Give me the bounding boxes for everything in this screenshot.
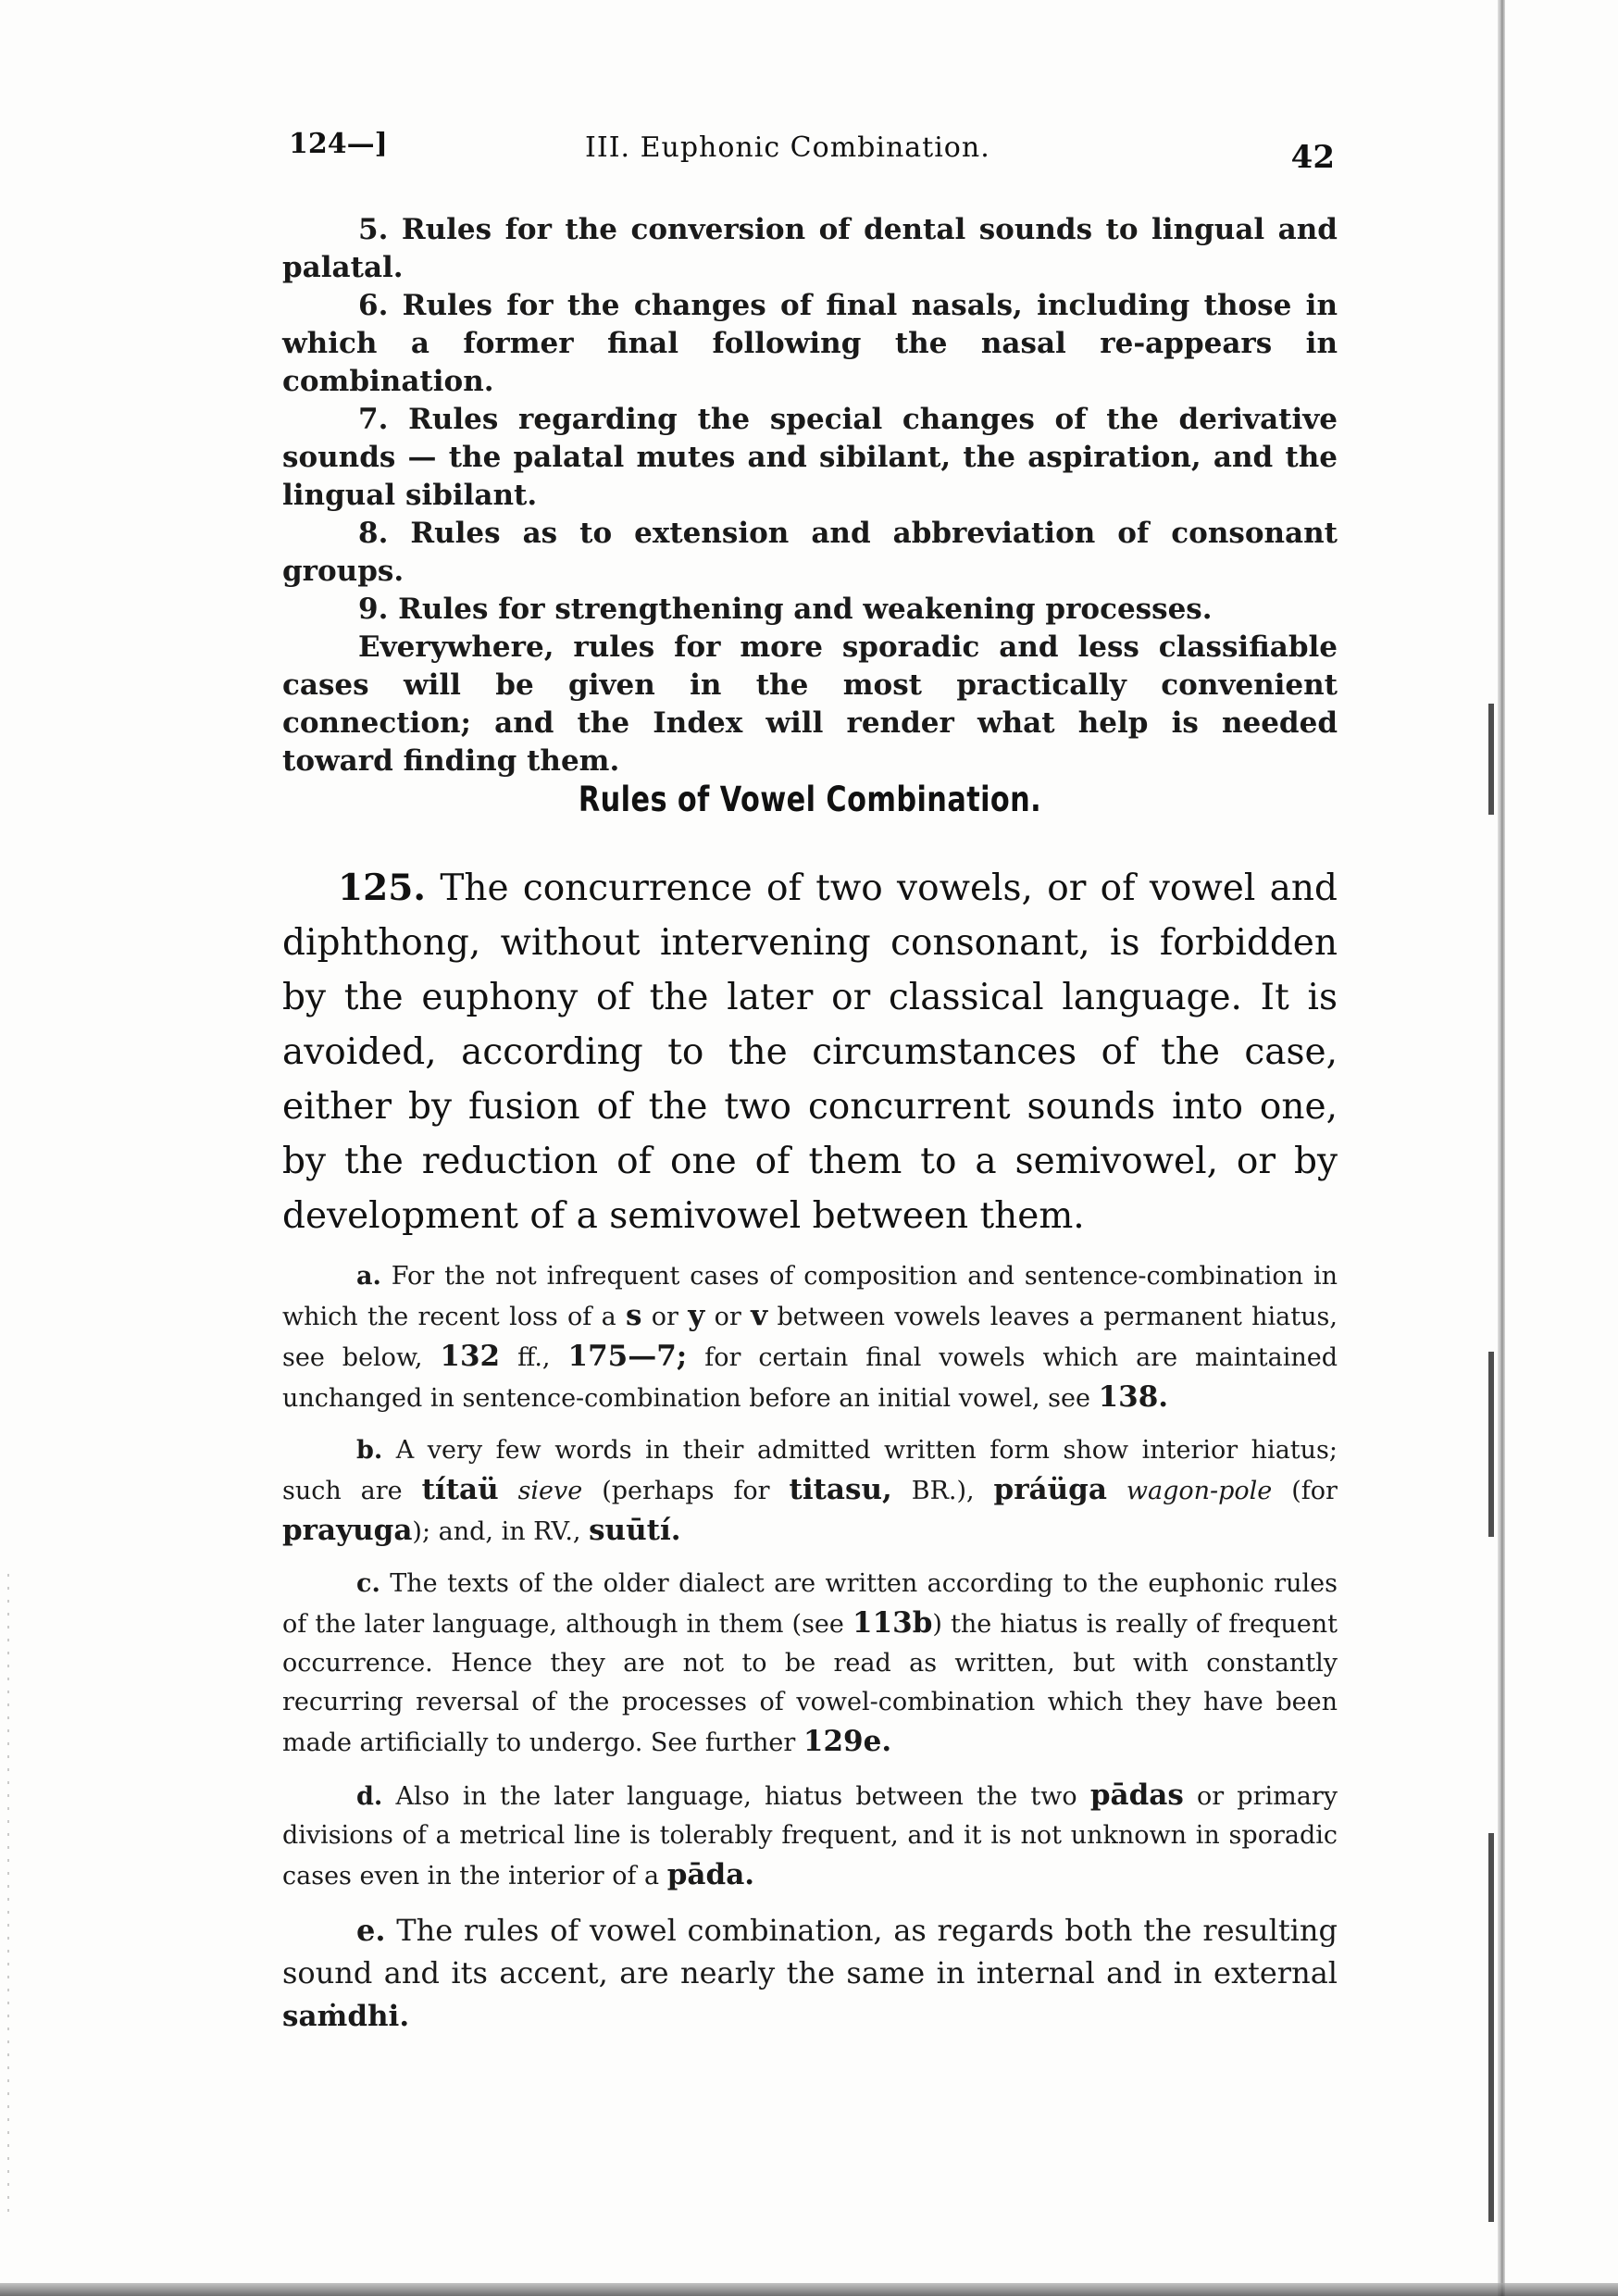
scan-edge-right bbox=[1498, 0, 1505, 2296]
sanskrit-word: pāda. bbox=[666, 1858, 755, 1891]
note-text: For the not infrequent cases of composition and sentence-combination in which the recent loss of a bbox=[282, 1262, 1338, 1331]
note-letter: e. bbox=[356, 1913, 386, 1948]
note-text: or primary divisions of a metrical line is tolerably frequent, and it is not unknown in sporadic cases even in the interior of a bbox=[282, 1782, 1338, 1890]
note-text: ff., bbox=[517, 1343, 551, 1372]
paragraph-125 bbox=[282, 861, 1338, 1243]
note-letter: b. bbox=[356, 1436, 383, 1465]
note-text: or bbox=[651, 1303, 678, 1331]
note-text: A very few words in their admitted written form show interior hiatus; such are bbox=[282, 1436, 1338, 1505]
note-text: The texts of the older dialect are written according to the euphonic rules of the later language, although in them (see bbox=[282, 1569, 1338, 1639]
sanskrit-word: prayuga bbox=[282, 1514, 413, 1547]
sanskrit-word: pādas bbox=[1089, 1778, 1184, 1812]
page-number: 42 bbox=[1290, 139, 1335, 176]
note-letter: c. bbox=[356, 1569, 380, 1598]
section-ref: 129e. bbox=[803, 1725, 892, 1758]
gloss: sieve bbox=[517, 1477, 583, 1505]
note-d bbox=[282, 1776, 1338, 1896]
list-item: 6. Rules for the changes of final nasals, including those in which a former final following the nasal re-appears in combination. bbox=[282, 289, 1338, 398]
notes bbox=[282, 1257, 1338, 2051]
section-heading: Rules of Vowel Combination. bbox=[578, 780, 1042, 819]
sanskrit-letter: y bbox=[688, 1299, 705, 1332]
running-header bbox=[289, 119, 1335, 174]
note-text: or bbox=[714, 1303, 741, 1331]
list-item: Everywhere, rules for more sporadic and less classifiable cases will be given in the most practically convenient connection; and the Index will render what help is needed toward finding them. bbox=[282, 630, 1338, 778]
section-range: 124—] bbox=[289, 128, 388, 160]
scan-edge-left bbox=[7, 1574, 9, 2222]
sanskrit-word: titasu, bbox=[789, 1473, 892, 1506]
section-ref: 175—7; bbox=[567, 1340, 688, 1373]
sanskrit-word: suūtí. bbox=[589, 1514, 681, 1547]
list-item: 8. Rules as to extension and abbreviation of consonant groups. bbox=[282, 517, 1338, 588]
sanskrit-letter: s bbox=[626, 1299, 642, 1332]
note-text: BR.), bbox=[911, 1477, 975, 1505]
note-text: (perhaps for bbox=[602, 1477, 770, 1505]
gloss: wagon-pole bbox=[1126, 1477, 1273, 1505]
chapter-title: III. Euphonic Combination. bbox=[585, 131, 990, 164]
note-letter: d. bbox=[356, 1782, 383, 1811]
note-text: between vowels leaves a permanent hiatus, see below, bbox=[282, 1303, 1338, 1372]
section-ref: 132 bbox=[440, 1340, 501, 1373]
sanskrit-word: práüga bbox=[993, 1473, 1107, 1506]
sanskrit-letter: v bbox=[751, 1299, 768, 1332]
section-ref: 138. bbox=[1098, 1380, 1169, 1414]
scan-edge-mark bbox=[1488, 1352, 1494, 1537]
paragraph-body bbox=[282, 861, 1338, 1243]
scan-edge-bottom bbox=[0, 2283, 1618, 2296]
scan-edge-mark bbox=[1488, 704, 1494, 815]
note-a bbox=[282, 1257, 1338, 1418]
sanskrit-word: títaü bbox=[421, 1473, 499, 1506]
intro-list bbox=[282, 211, 1338, 780]
note-b bbox=[282, 1431, 1338, 1552]
note-letter: a. bbox=[356, 1262, 381, 1291]
note-text: Also in the later language, hiatus between the two bbox=[395, 1782, 1077, 1811]
paragraph-number: 125. bbox=[338, 867, 426, 909]
list-item: 5. Rules for the conversion of dental sounds to lingual and palatal. bbox=[282, 213, 1338, 284]
section-ref: 113b bbox=[853, 1606, 933, 1640]
paragraph-text: The concurrence of two vowels, or of vowel and diphthong, without intervening consonant, is forbidden by the euphony of the later or classical language. It is avoided, according to the circumstances of the case, either by fusion of the two concurrent sounds into one, by the reduction of one of them to a semivowel, or by development of a semivowel between them. bbox=[282, 867, 1338, 1237]
note-c bbox=[282, 1565, 1338, 1763]
scan-edge-mark bbox=[1488, 1833, 1494, 2222]
note-text: The rules of vowel combination, as regards both the resulting sound and its accent, are nearly the same in internal and in external bbox=[282, 1913, 1338, 1990]
list-item: 7. Rules regarding the special changes of the derivative sounds — the palatal mutes and sibilant, the aspiration, and the lingual sibilant. bbox=[282, 403, 1338, 512]
note-text: ); and, in RV., bbox=[412, 1517, 581, 1546]
sanskrit-word: saṁdhi. bbox=[282, 2000, 410, 2033]
note-text: (for bbox=[1291, 1477, 1338, 1505]
list-item: 9. Rules for strengthening and weakening processes. bbox=[358, 593, 1213, 626]
note-e bbox=[282, 1909, 1338, 2038]
note-text: ) the hiatus is really of frequent occurrence. Hence they are not to be read as written, but with constantly recurring reversal of the processes of vowel-combination which they have been made artificially to undergo. See further bbox=[282, 1610, 1338, 1757]
note-text: for certain final vowels which are maintained unchanged in sentence-combination before an initial vowel, see bbox=[282, 1343, 1338, 1413]
